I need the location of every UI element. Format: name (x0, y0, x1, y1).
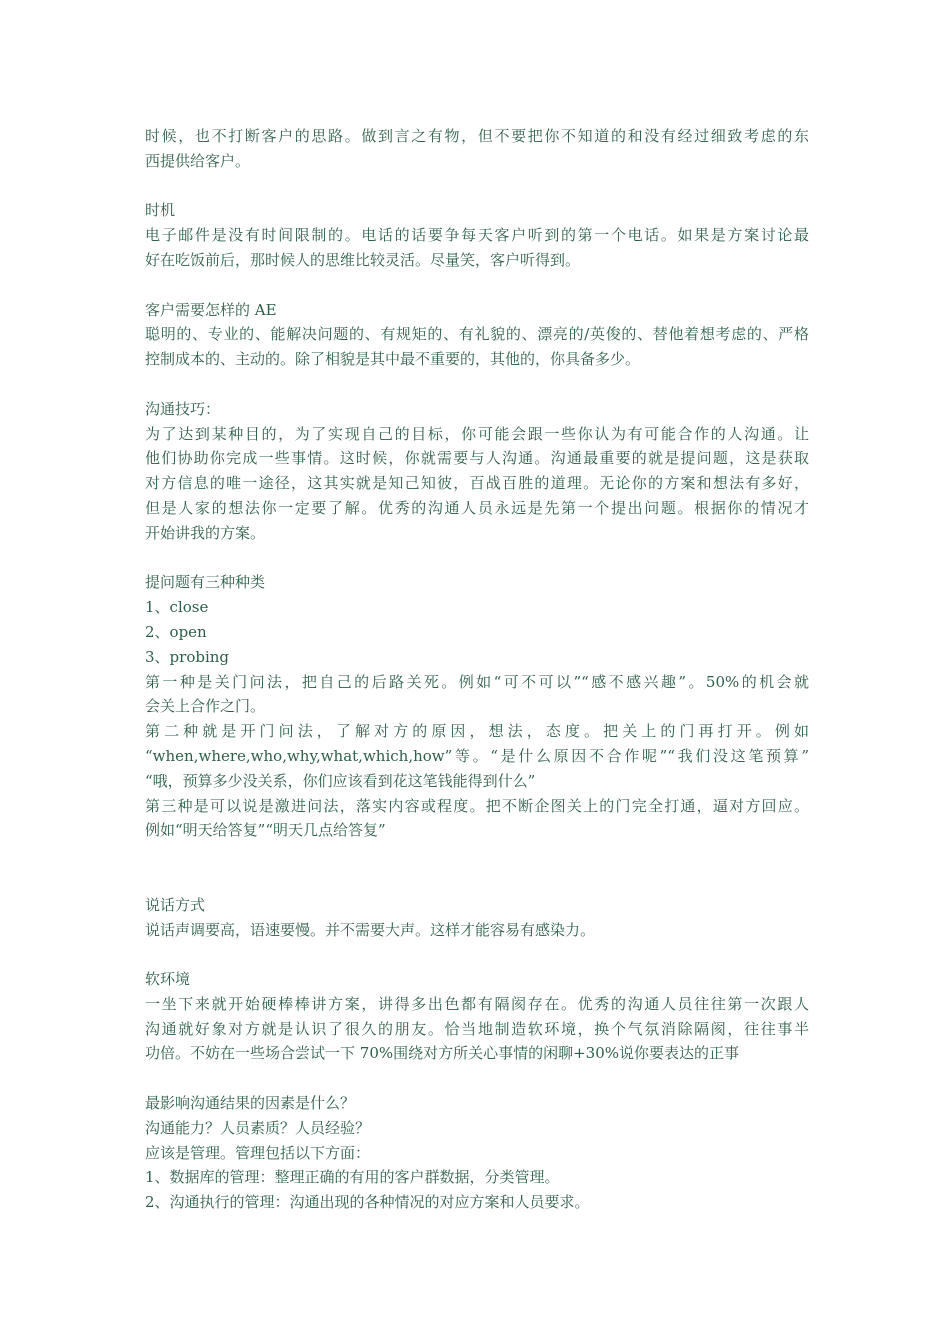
questions-line-3: 第二种就是开门问法，了解对方的原因，想法，态度。把关上的门再打开。例如 (145, 722, 809, 741)
timing-heading: 时机 (145, 201, 176, 220)
intro-line-2: 西提供给客户。 (145, 151, 251, 170)
ae-line-1: 聪明的、专业的、能解决问题的、有规矩的、有礼貌的、漂亮的/英俊的、替他着想考虑的、严格 (145, 325, 809, 344)
question-type-probing: 3、probing (145, 647, 230, 666)
questions-line-2: 会关上合作之门。 (145, 697, 266, 716)
skills-line-5: 开始讲我的方案。 (145, 523, 266, 542)
intro-line-1: 时候，也不打断客户的思路。做到言之有物，但不要把你不知道的和没有经过细致考虑的东 (145, 127, 809, 145)
paragraph-gap (145, 546, 809, 571)
speaking-line-1: 说话声调要高，语速要慢。并不需要大声。这样才能容易有感染力。 (145, 920, 596, 939)
soft-env-line-3: 功倍。不妨在一些场合尝试一下 70%围绕对方所关心事情的闲聊+30%说你要表达的正事 (145, 1044, 740, 1063)
skills-line-3: 对方信息的唯一途径，这其实就是知己知彼，百战百胜的道理。无论你的方案和想法有多好， (145, 474, 809, 493)
document-body (145, 124, 809, 1215)
soft-env-heading: 软环境 (145, 970, 191, 989)
soft-env-line-2: 沟通就好象对方就是认识了很久的朋友。恰当地制造软环境，换个气氛消除隔阂，往往事半 (145, 1019, 809, 1038)
factors-line-3: 1、数据库的管理：整理正确的有用的客户群数据，分类管理。 (145, 1168, 560, 1187)
soft-env-line-1: 一坐下来就开始硬棒棒讲方案，讲得多出色都有隔阂存在。优秀的沟通人员往往第一次跟人 (145, 994, 809, 1013)
skills-heading: 沟通技巧： (145, 399, 221, 418)
ae-line-2: 控制成本的、主动的。除了相貌是其中最不重要的，其他的，你具备多少。 (145, 350, 641, 369)
questions-line-4: “when,where,who,why,what,which,how”等。“是什么原因不合作呢”“我们没这笔预算” (145, 746, 809, 765)
skills-line-4: 但是人家的想法你一定要了解。优秀的沟通人员永远是先第一个提出问题。根据你的情况才 (145, 498, 809, 517)
speaking-heading: 说话方式 (145, 895, 206, 914)
factors-heading: 最影响沟通结果的因素是什么？ (145, 1094, 356, 1113)
timing-line-2: 好在吃饭前后，那时候人的思维比较灵活。尽量笑，客户听得到。 (145, 250, 581, 269)
paragraph-gap (145, 942, 809, 967)
question-type-close: 1、close (145, 598, 209, 617)
ae-heading: 客户需要怎样的 AE (145, 300, 277, 319)
paragraph-gap (145, 273, 809, 298)
skills-line-1: 为了达到某种目的，为了实现自己的目标，你可能会跟一些你认为有可能合作的人沟通。让 (145, 424, 809, 443)
questions-line-1: 第一种是关门问法，把自己的后路关死。例如“可不可以”“感不感兴趣”。50%的机会就 (145, 672, 809, 691)
questions-heading: 提问题有三种种类 (145, 573, 266, 592)
factors-line-2: 应该是管理。管理包括以下方面： (145, 1143, 371, 1162)
paragraph-gap (145, 174, 809, 199)
paragraph-gap (145, 1066, 809, 1091)
paragraph-gap-double (145, 843, 809, 893)
factors-line-1: 沟通能力？人员素质？人员经验？ (145, 1118, 371, 1137)
question-type-open: 2、open (145, 622, 207, 641)
factors-line-4: 2、沟通执行的管理：沟通出现的各种情况的对应方案和人员要求。 (145, 1193, 590, 1212)
questions-line-6: 第三种是可以说是激进问法，落实内容或程度。把不断企图关上的门完全打通，逼对方回应。 (145, 796, 809, 815)
questions-line-5: “哦，预算多少没关系，你们应该看到花这笔钱能得到什么” (145, 771, 536, 790)
questions-line-7: 例如“明天给答复”“明天几点给答复” (145, 821, 386, 840)
skills-line-2: 他们协助你完成一些事情。这时候，你就需要与人沟通。沟通最重要的就是提问题，这是获取 (145, 449, 809, 468)
paragraph-gap (145, 372, 809, 397)
timing-line-1: 电子邮件是没有时间限制的。电话的话要争每天客户听到的第一个电话。如果是方案讨论最 (145, 226, 809, 245)
